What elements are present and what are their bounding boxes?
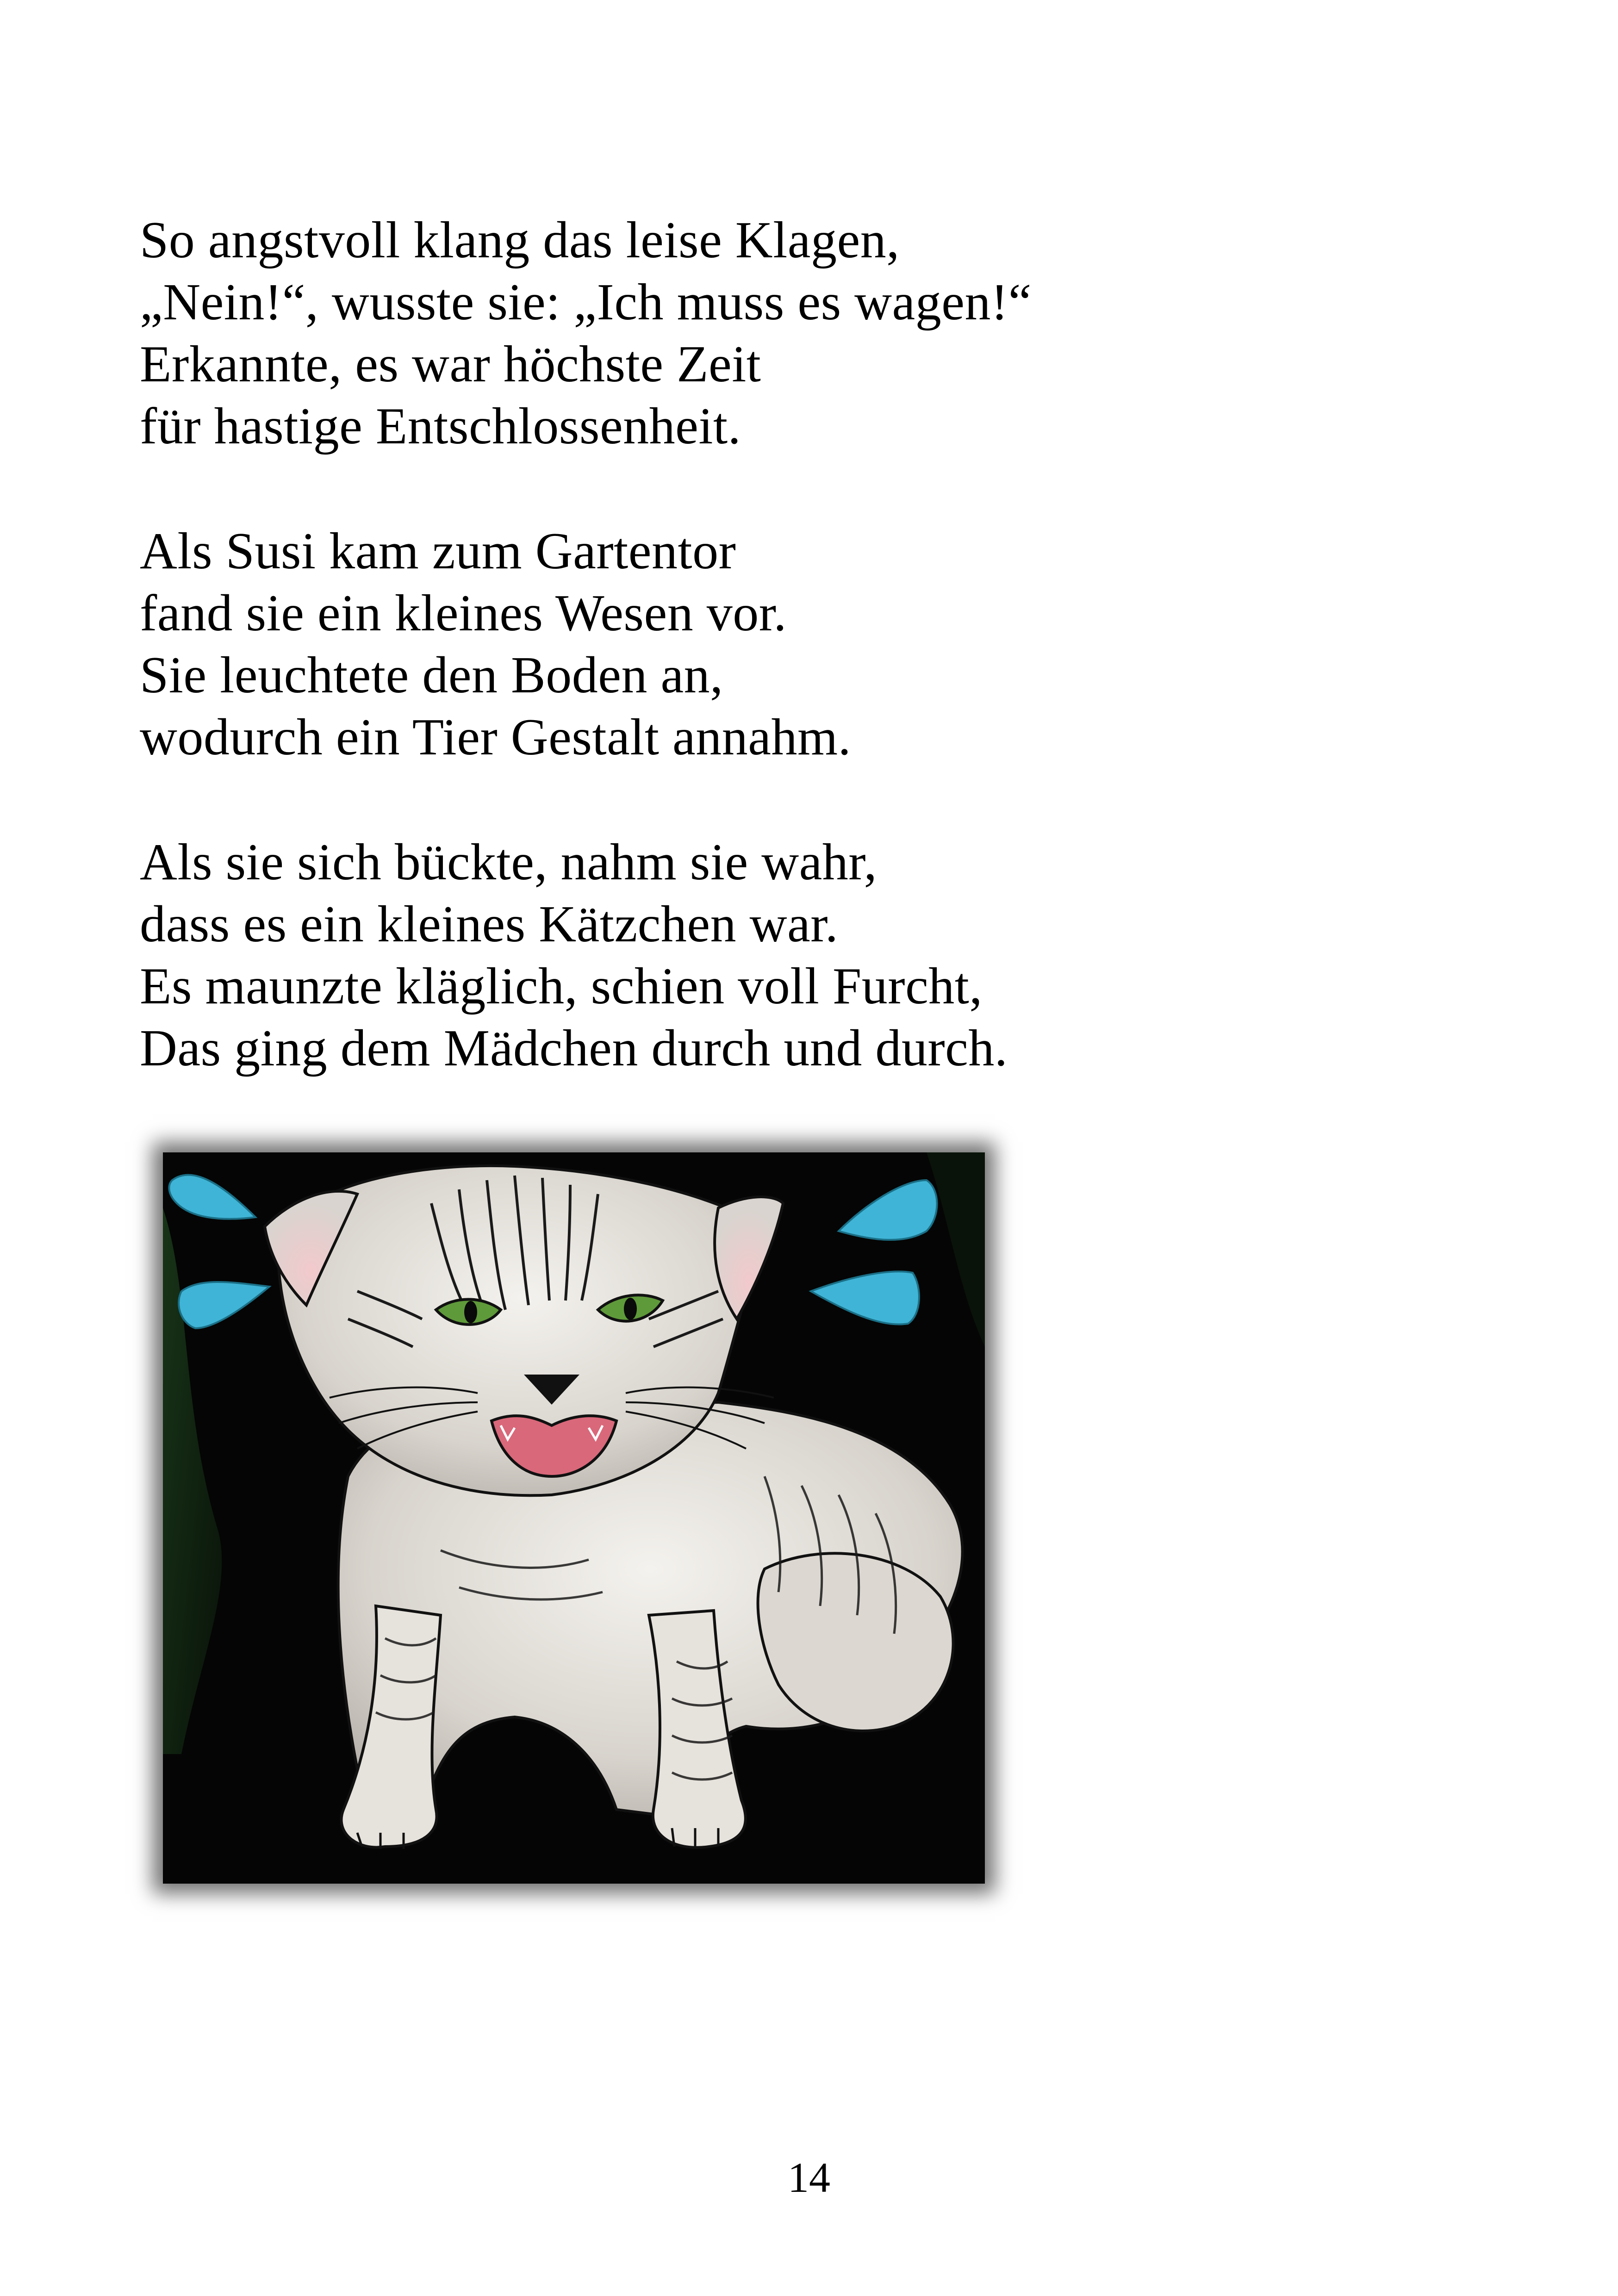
poem — [140, 209, 1389, 1142]
poem-line: Das ging dem Mädchen durch und durch. — [140, 1020, 1008, 1077]
page-number: 14 — [788, 2154, 830, 2201]
poem-line: Sie leuchtete den Boden an, — [140, 647, 723, 704]
stanza-3 — [140, 831, 1389, 1079]
stanza-2 — [140, 520, 1389, 768]
poem-line: So angstvoll klang das leise Klagen, — [140, 212, 900, 269]
kitten-illustration — [163, 1152, 985, 1884]
poem-line: Als Susi kam zum Gartentor — [140, 523, 736, 580]
poem-line: für hastige Entschlossenheit. — [140, 398, 741, 455]
poem-line: wodurch ein Tier Gestalt annahm. — [140, 709, 852, 766]
poem-line: Erkannte, es war höchste Zeit — [140, 336, 761, 393]
poem-line: Es maunzte kläglich, schien voll Furcht, — [140, 958, 983, 1015]
kitten-drawing — [163, 1152, 985, 1884]
poem-line: „Nein!“, wusste sie: „Ich muss es wagen!“ — [140, 274, 1032, 331]
poem-line: dass es ein kleines Kätzchen war. — [140, 896, 839, 953]
poem-line: fand sie ein kleines Wesen vor. — [140, 585, 787, 642]
stanza-1 — [140, 209, 1389, 457]
poem-line: Als sie sich bückte, nahm sie wahr, — [140, 834, 877, 891]
